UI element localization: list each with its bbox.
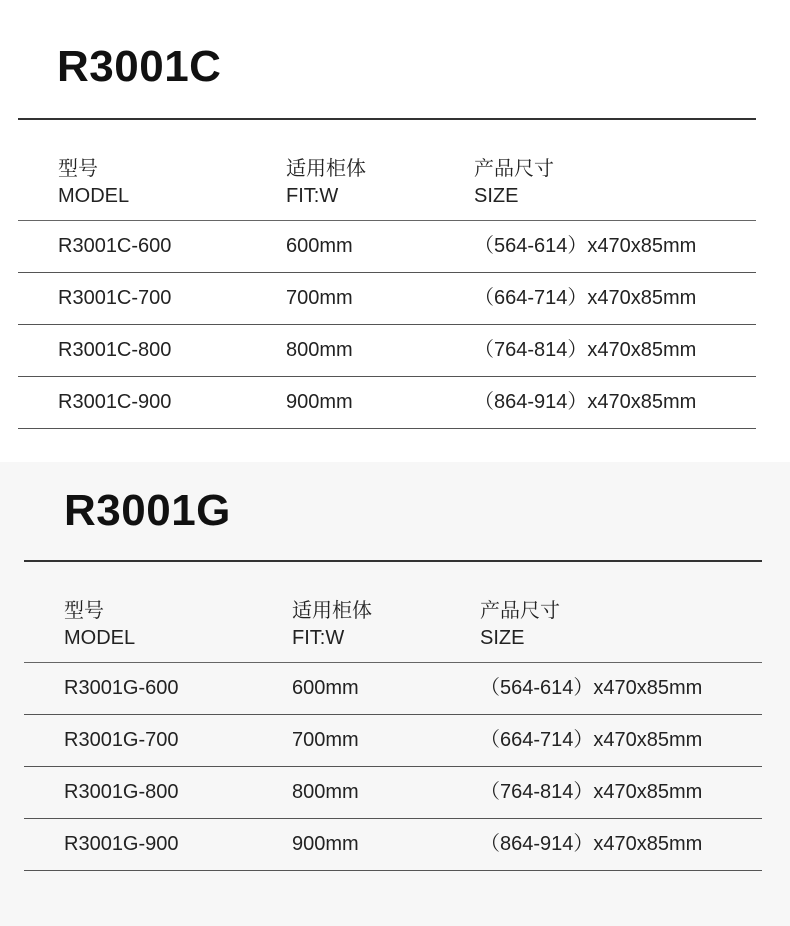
cell-fit: 800mm	[292, 781, 359, 803]
cell-size: （864-914）x470x85mm	[474, 391, 697, 413]
cell-size: （764-814）x470x85mm	[474, 339, 697, 361]
header-fit-cn: 适用柜体	[292, 600, 372, 622]
cell-size: （564-614）x470x85mm	[480, 677, 703, 699]
header-fit-cn: 适用柜体	[286, 158, 366, 180]
header-model-en: MODEL	[64, 627, 136, 649]
cell-model: R3001G-800	[64, 781, 179, 803]
cell-model: R3001G-600	[64, 677, 179, 699]
cell-fit: 800mm	[286, 339, 353, 361]
cell-model: R3001G-700	[64, 729, 179, 751]
table-row	[18, 273, 756, 325]
cell-size: （764-814）x470x85mm	[480, 781, 703, 803]
table-row	[18, 325, 756, 377]
cell-size: （864-914）x470x85mm	[480, 833, 703, 855]
header-model-en: MODEL	[58, 185, 130, 207]
header-fit-en: FIT:W	[286, 185, 339, 207]
cell-fit: 600mm	[292, 677, 359, 699]
cell-model: R3001C-800	[58, 339, 172, 361]
cell-model: R3001C-600	[58, 235, 172, 257]
table-header-row	[24, 562, 762, 663]
cell-fit: 700mm	[292, 729, 359, 751]
header-model-cn: 型号	[64, 600, 104, 622]
spec-table	[18, 118, 756, 429]
table-row	[24, 715, 762, 767]
header-size-cn: 产品尺寸	[480, 600, 560, 622]
cell-fit: 600mm	[286, 235, 353, 257]
table-row	[24, 819, 762, 871]
header-model	[58, 156, 129, 210]
header-fit-en: FIT:W	[292, 627, 345, 649]
section-title: R3001G	[64, 486, 231, 535]
cell-size: （664-714）x470x85mm	[480, 729, 703, 751]
header-size	[474, 156, 554, 210]
cell-size: （564-614）x470x85mm	[474, 235, 697, 257]
header-model	[64, 598, 135, 652]
header-model-cn: 型号	[58, 158, 98, 180]
cell-fit: 700mm	[286, 287, 353, 309]
cell-model: R3001G-900	[64, 833, 179, 855]
product-section-r3001c	[0, 0, 790, 462]
cell-fit: 900mm	[292, 833, 359, 855]
table-row	[24, 663, 762, 715]
header-size-cn: 产品尺寸	[474, 158, 554, 180]
header-fit	[286, 156, 366, 210]
header-size-en: SIZE	[480, 627, 525, 649]
header-size-en: SIZE	[474, 185, 519, 207]
cell-size: （664-714）x470x85mm	[474, 287, 697, 309]
cell-model: R3001C-700	[58, 287, 172, 309]
table-header-row	[18, 120, 756, 221]
product-section-r3001g	[0, 462, 790, 926]
cell-fit: 900mm	[286, 391, 353, 413]
cell-model: R3001C-900	[58, 391, 172, 413]
spec-table	[24, 560, 762, 871]
table-row	[24, 767, 762, 819]
section-title: R3001C	[57, 42, 222, 91]
header-size	[480, 598, 560, 652]
table-row	[18, 377, 756, 429]
table-row	[18, 221, 756, 273]
header-fit	[292, 598, 372, 652]
